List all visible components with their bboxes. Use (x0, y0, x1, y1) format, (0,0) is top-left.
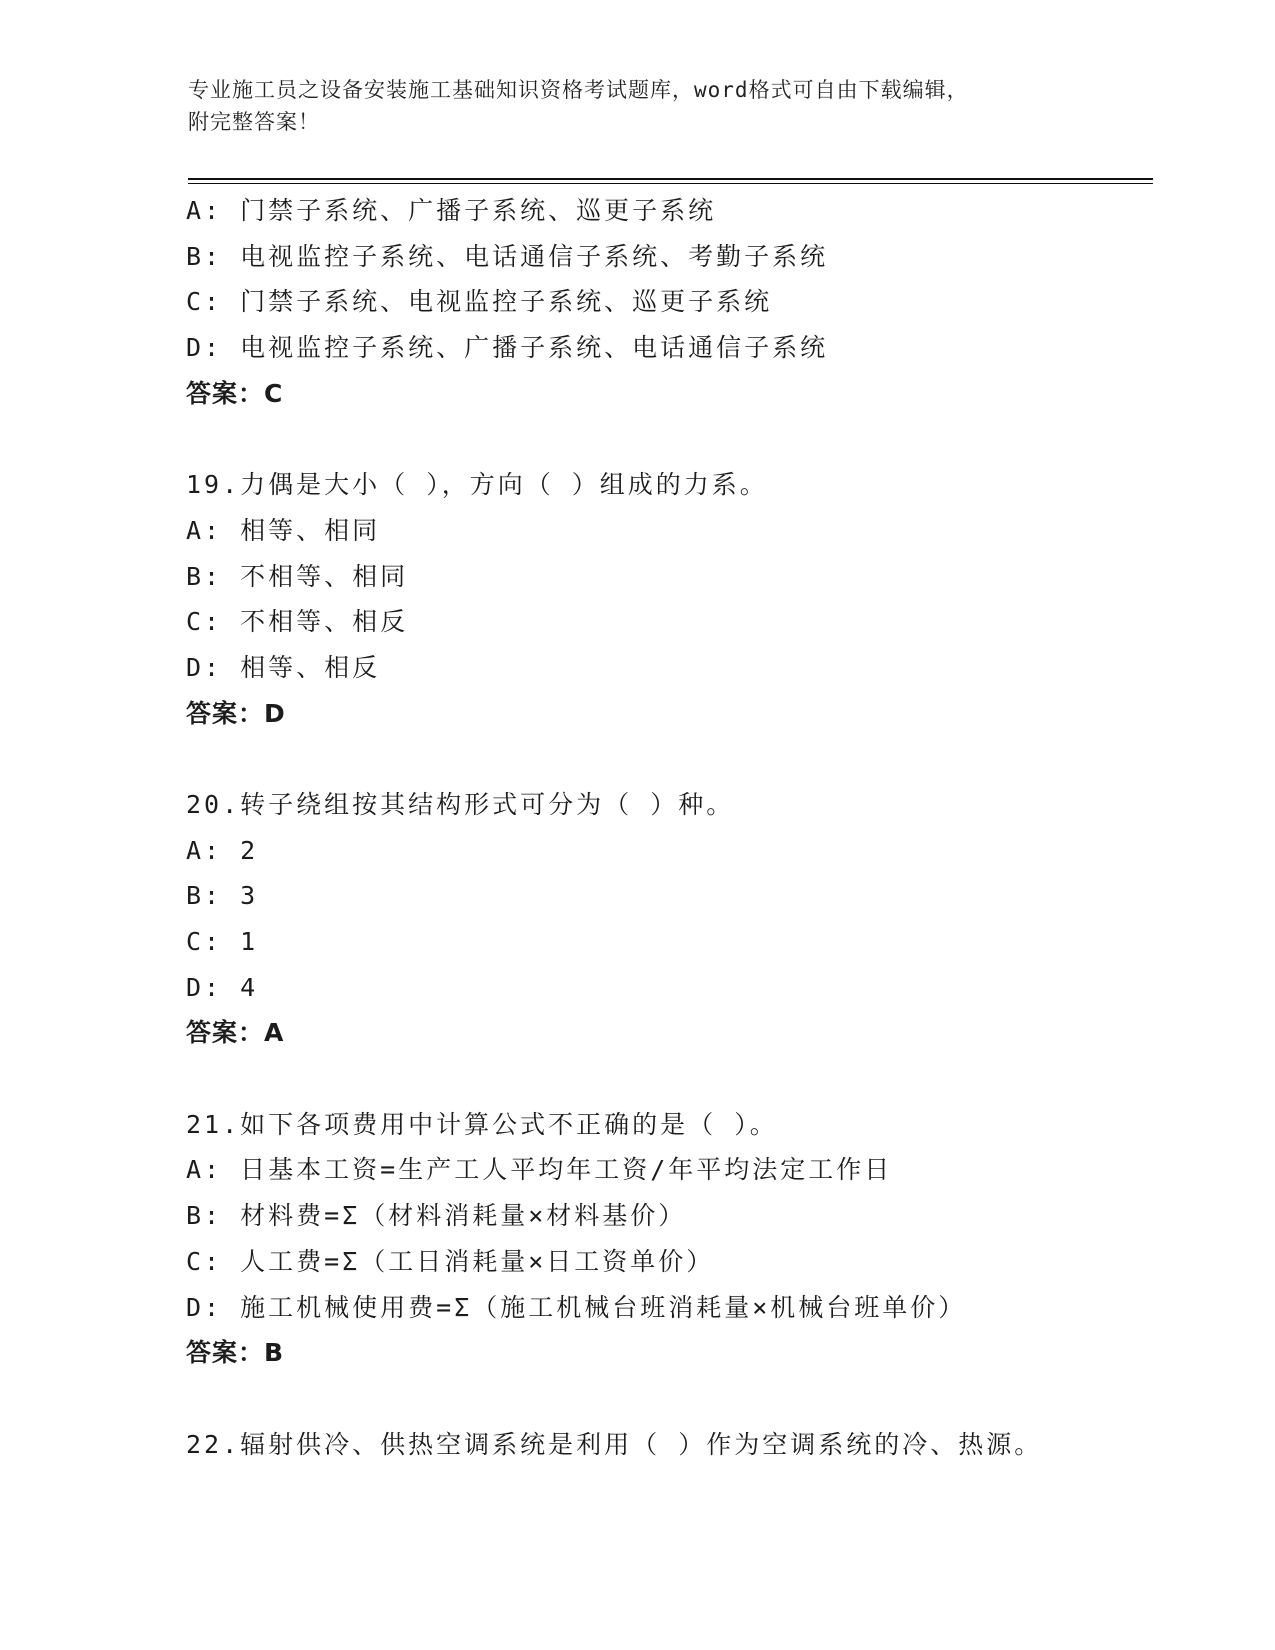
question-text: 20.转子绕组按其结构形式可分为（ ）种。 (186, 789, 735, 819)
answer-line: 答案：B (186, 1338, 285, 1368)
document-header (188, 74, 1108, 138)
spacer (186, 416, 1186, 462)
question-text: 22.辐射供冷、供热空调系统是利用（ ）作为空调系统的冷、热源。 (186, 1429, 1043, 1459)
option-d: D: 电视监控子系统、广播子系统、电话通信子系统 (186, 333, 829, 363)
question-block-21 (186, 1102, 1186, 1376)
option-a: A: 门禁子系统、广播子系统、巡更子系统 (186, 196, 717, 225)
option-b: B: 不相等、相同 (186, 561, 409, 591)
header-line-1: 专业施工员之设备安装施工基础知识资格考试题库，word格式可自由下载编辑， (188, 78, 969, 102)
answer-line: 答案：D (186, 698, 286, 728)
question-block-18 (186, 188, 1186, 416)
option-c: C: 门禁子系统、电视监控子系统、巡更子系统 (186, 287, 773, 317)
option-d: D: 施工机械使用费=Σ（施工机械台班消耗量×机械台班单价） (186, 1292, 967, 1322)
option-b: B: 电视监控子系统、电话通信子系统、考勤子系统 (186, 241, 829, 271)
question-text: 21.如下各项费用中计算公式不正确的是（ ）。 (186, 1109, 778, 1139)
option-a: A: 日基本工资=生产工人平均年工资/年平均法定工作日 (186, 1155, 893, 1185)
question-block-20 (186, 782, 1186, 1056)
option-b: B: 材料费=Σ（材料消耗量×材料基价） (186, 1201, 687, 1231)
option-c: C: 人工费=Σ（工日消耗量×日工资单价） (186, 1246, 715, 1276)
header-line-2: 附完整答案！ (188, 110, 320, 134)
question-block-19 (186, 462, 1186, 736)
option-a: A: 相等、相同 (186, 515, 381, 545)
option-d: D: 4 (186, 972, 259, 1002)
question-text: 19.力偶是大小（ ），方向（ ）组成的力系。 (186, 470, 768, 500)
option-c: C: 1 (186, 927, 259, 956)
option-a: A: 2 (186, 835, 259, 865)
spacer (186, 1376, 1186, 1422)
question-list (186, 188, 1186, 1467)
header-rule-thin (188, 183, 1153, 184)
option-b: B: 3 (186, 881, 259, 911)
option-d: D: 相等、相反 (186, 652, 381, 682)
spacer (186, 736, 1186, 782)
answer-line: 答案：C (186, 378, 284, 408)
option-c: C: 不相等、相反 (186, 607, 409, 637)
header-rule-thick (188, 178, 1153, 180)
answer-line: 答案：A (186, 1018, 285, 1048)
spacer (186, 1056, 1186, 1102)
question-block-22 (186, 1422, 1186, 1468)
